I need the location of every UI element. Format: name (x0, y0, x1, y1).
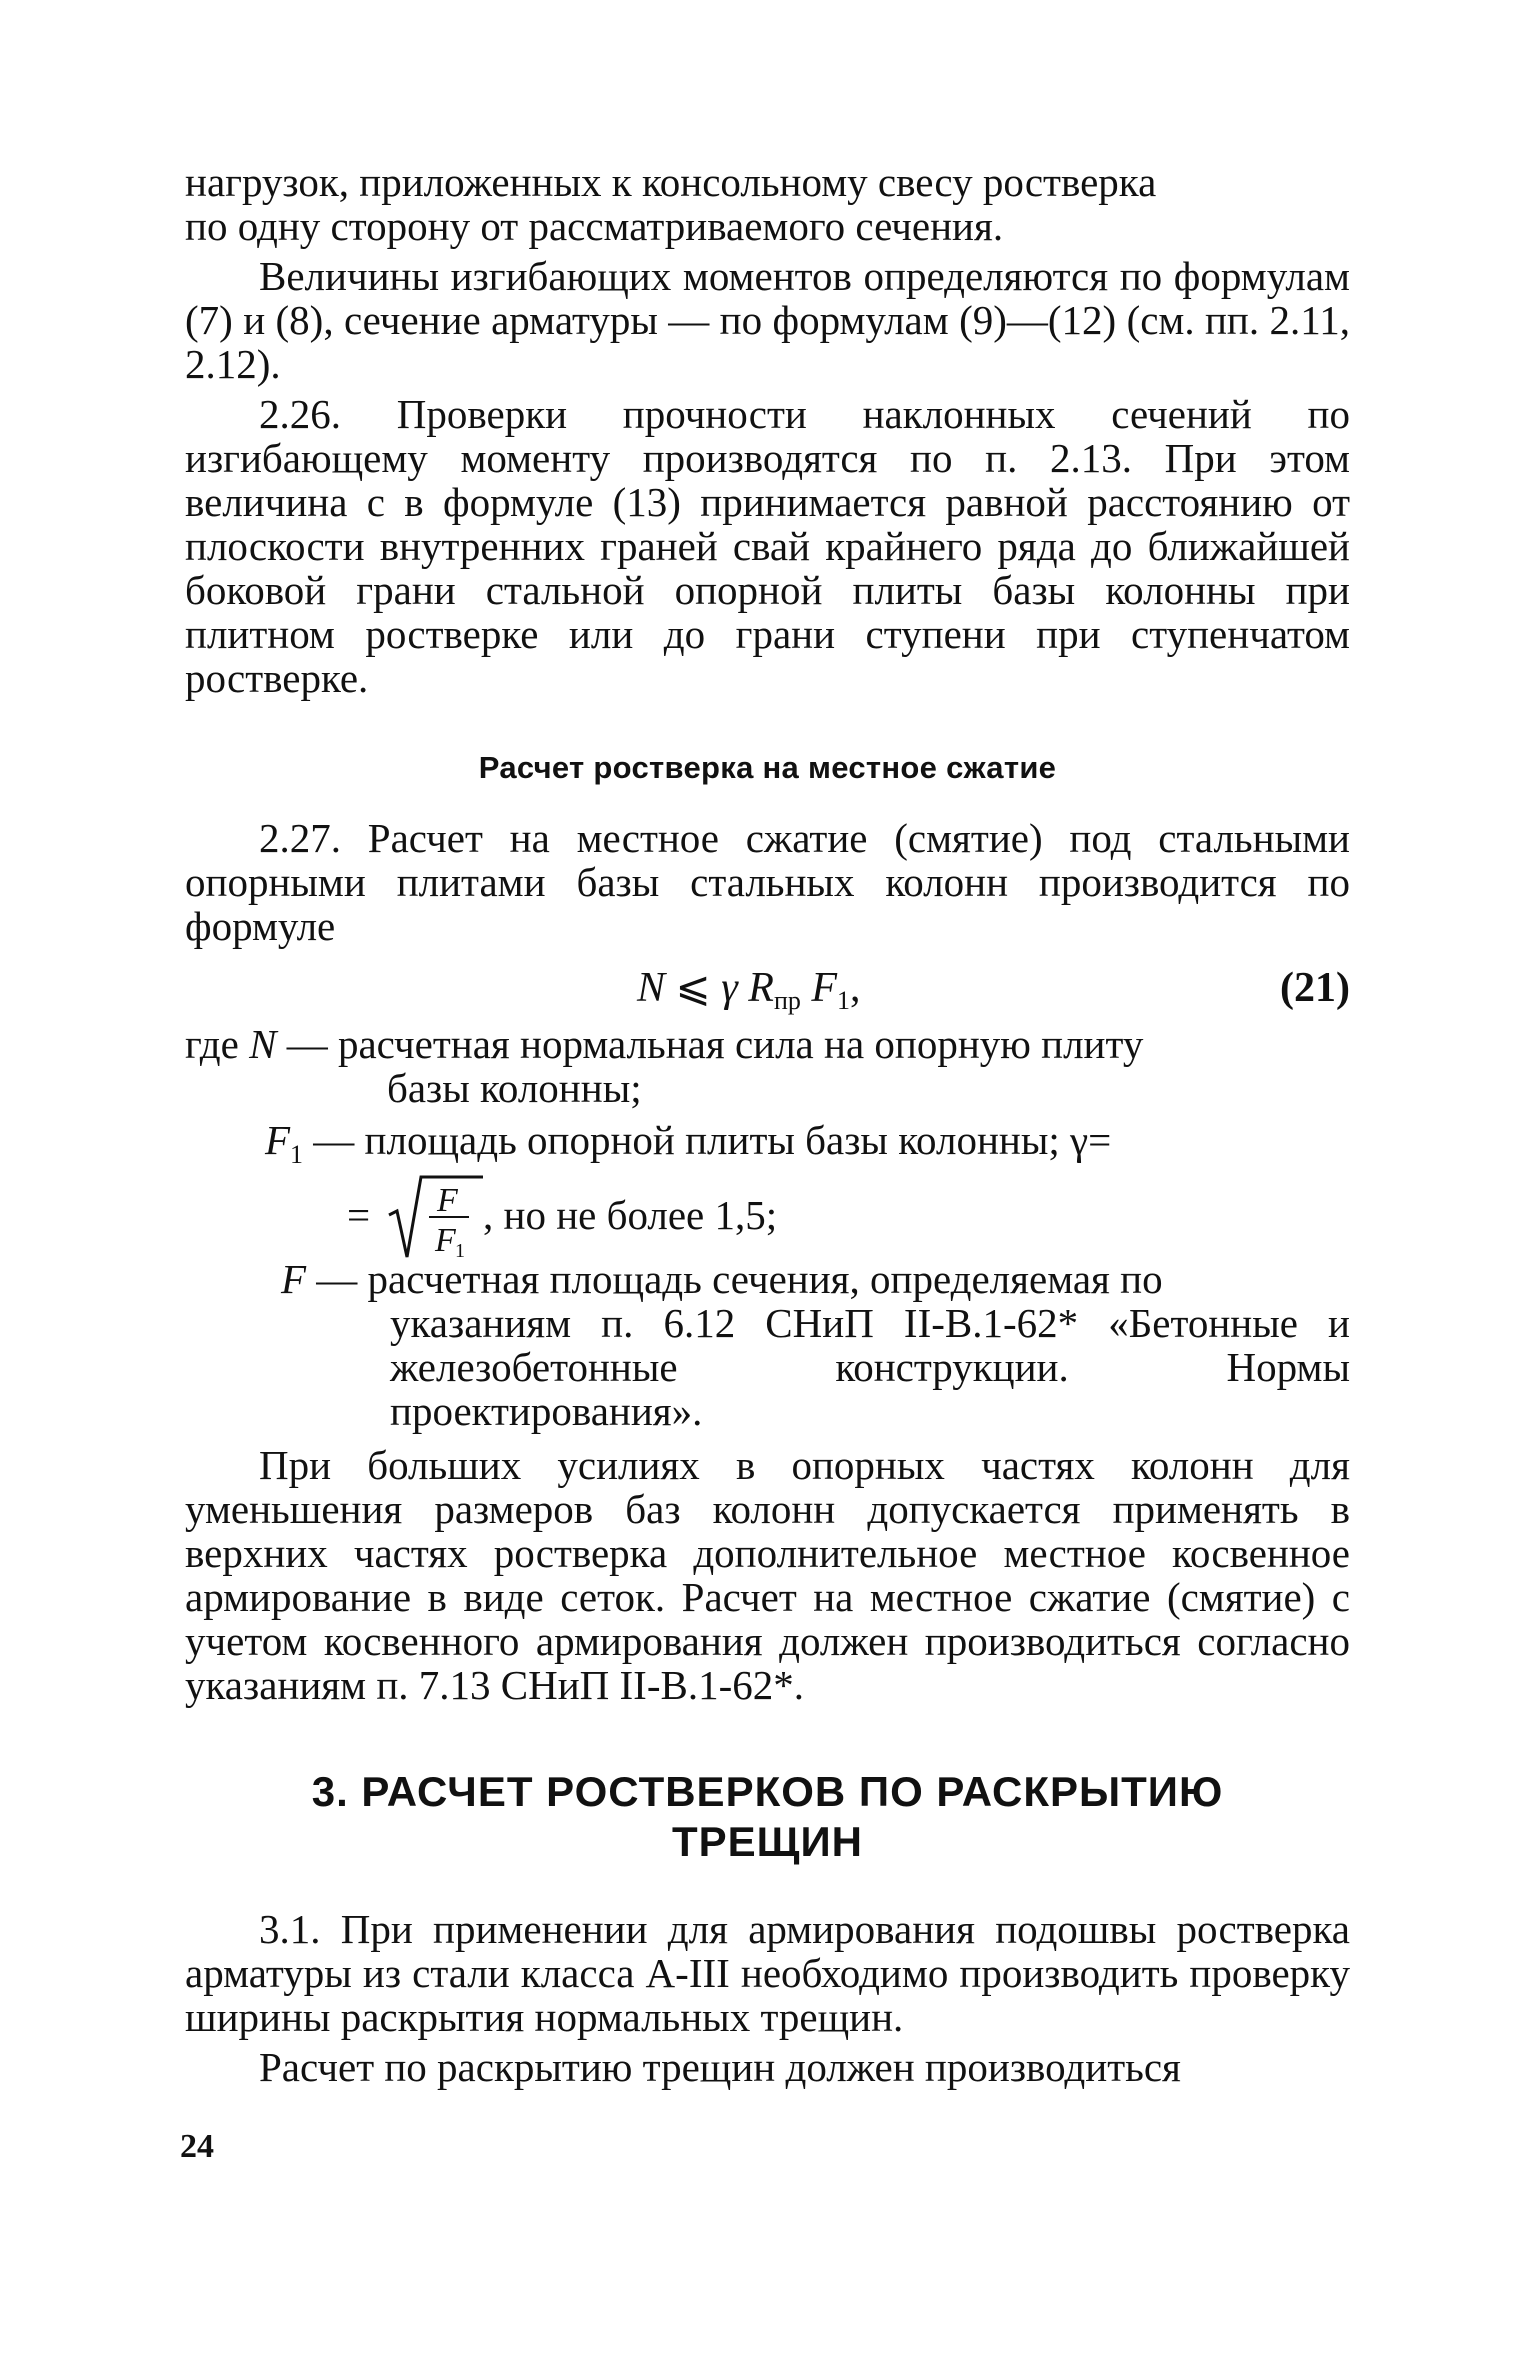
page-number: 24 (180, 2128, 214, 2165)
sqrt-symbol (385, 1171, 485, 1261)
gamma-definition-formula: = F F 1 , но не более 1,5; (185, 1177, 1350, 1257)
section-2-26-number: 2.26. (259, 391, 341, 437)
sqrt-denominator: F (435, 1222, 456, 1260)
sqrt-denominator-sub: 1 (455, 1240, 465, 1262)
last-line: Расчет по раскрытию трещин должен производиться (259, 2044, 1181, 2091)
definition-F1: $F_1$ — площадь опорной плиты базы колонны; γ= (265, 1117, 1112, 1170)
definition-N: где N — расчетная нормальная сила на опорную плиту (185, 1021, 1144, 1067)
large-forces-paragraph: При больших усилиях в опорных частях колонн для уменьшения размеров баз колонн допускается применять в верхних частях ростверка дополнительное местное косвенное армирование в виде сеток. Расчет на местное сжатие (смятие) с учетом косвенного армирования должен производиться согласно указаниям п. 7.13 СНиП II-В.1-62*. (185, 1442, 1350, 1709)
section-2-26-text: Проверки прочности наклонных сечений по изгибающему моменту производятся по п. 2.13. При этом величина с в формуле (13) принимается равной расстоянию от плоскости внутренних граней свай крайнего ряда до ближайшей боковой грани стальной опорной плиты базы колонны при плитном ростверке или до грани ступени при ступенчатом ростверке. (185, 391, 1351, 701)
subheading-local-compression: Расчет ростверка на местное сжатие (478, 750, 1057, 785)
definition-N-continued: базы колонны; (387, 1065, 642, 1111)
section-3-1 (185, 1907, 1350, 2039)
chapter-heading-line-2: ТРЕЩИН (671, 1818, 863, 1866)
intro-line-1: нагрузок, приложенных к консольному свесу ростверка (185, 159, 1157, 205)
formula-expression: N ⩽ γ $R_{пр}$ $F_1$, (637, 965, 861, 1015)
chapter-heading (185, 1767, 1350, 1867)
formula-number: (21) (1280, 965, 1350, 1011)
definition-F: F — расчетная площадь сечения, определяемая по (281, 1256, 1163, 1303)
section-2-27-number: 2.27. (259, 815, 341, 861)
section-2-27 (185, 816, 1350, 948)
page-content (185, 160, 1350, 2089)
intro-line-2: по одну сторону от рассматриваемого сечения. (185, 203, 1004, 249)
formula-21 (185, 958, 1350, 1018)
section-2-27-text: Расчет на местное сжатие (смятие) под стальными опорными плитами базы стальных колонн производится по формуле (185, 815, 1350, 949)
moments-paragraph: Величины изгибающих моментов определяются по формулам (7) и (8), сечение арматуры — по формулам (9)—(12) (см. пп. 2.11, 2.12). (185, 253, 1350, 387)
definition-F-continued: указаниям п. 6.12 СНиП II-В.1-62* «Бетонные и железобетонные конструкции. Нормы проектирования». (390, 1300, 1350, 1435)
section-2-26 (185, 392, 1350, 700)
section-3-1-text: При применении для армирования подошвы ростверка арматуры из стали класса А-III необходимо производить проверку ширины раскрытия нормальных трещин. (185, 1906, 1350, 2041)
sqrt-numerator: F (437, 1182, 458, 1220)
chapter-heading-line-1: 3. РАСЧЕТ РОСТВЕРКОВ ПО РАСКРЫТИЮ (311, 1768, 1224, 1816)
section-3-1-number: 3.1. (259, 1906, 321, 1953)
